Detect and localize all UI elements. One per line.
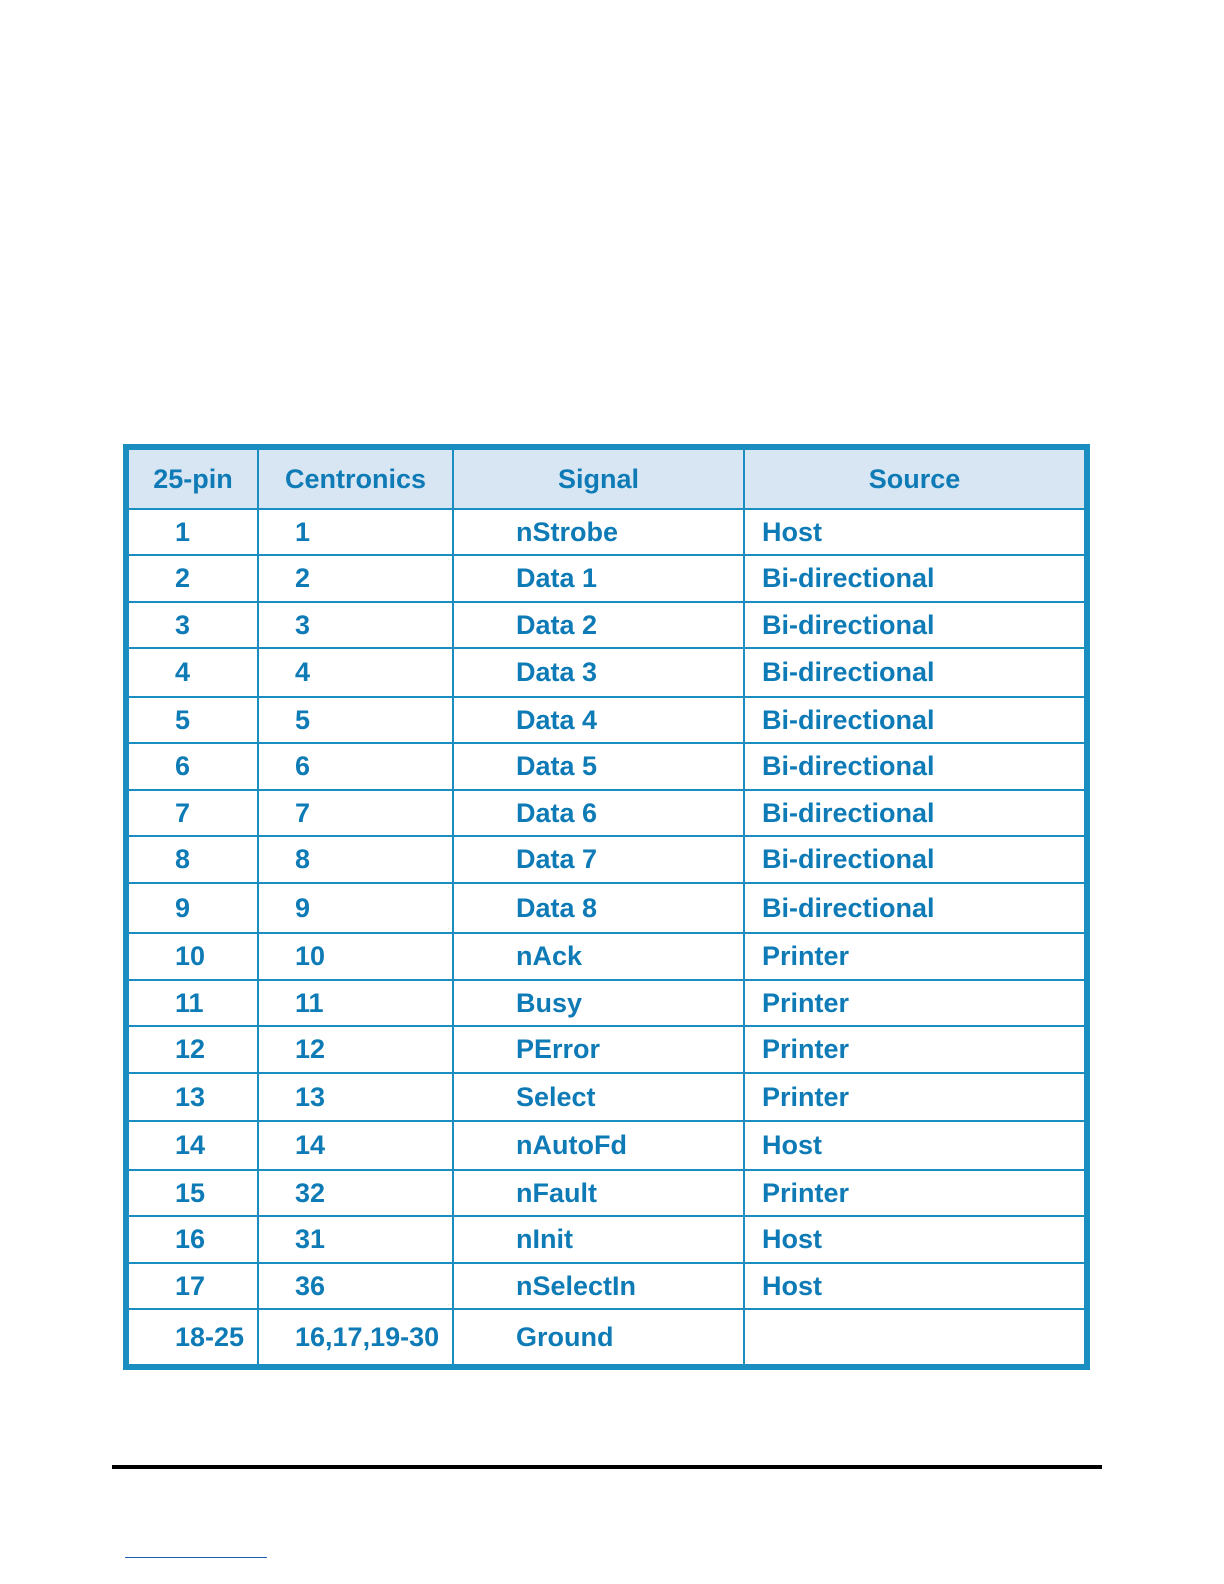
signal-cell: Data 2 [453,602,744,648]
signal-cell: PError [453,1026,744,1072]
signal-cell: Data 4 [453,697,744,743]
pin-25-cell: 5 [129,697,258,743]
source-cell: Host [744,509,1084,555]
source-cell: Printer [744,1026,1084,1072]
centronics-pin-cell: 32 [258,1170,453,1216]
pin-25-cell: 10 [129,933,258,979]
table-body [129,509,1084,1364]
source-cell: Printer [744,933,1084,979]
page-divider [112,1465,1102,1469]
pin-25-cell: 6 [129,743,258,789]
centronics-pin-cell: 4 [258,648,453,697]
centronics-pin-cell: 5 [258,697,453,743]
source-cell: Bi-directional [744,555,1084,601]
table-row [129,1026,1084,1072]
source-cell: Bi-directional [744,697,1084,743]
signal-cell: nSelectIn [453,1263,744,1309]
header-signal: Signal [453,450,744,509]
table-row [129,933,1084,979]
source-cell: Printer [744,1170,1084,1216]
source-cell: Bi-directional [744,883,1084,934]
signal-cell: Data 6 [453,790,744,836]
pin-25-cell: 18-25 [129,1309,258,1364]
table-row [129,697,1084,743]
pin-25-cell: 9 [129,883,258,934]
source-cell: Bi-directional [744,743,1084,789]
centronics-pin-cell: 9 [258,883,453,934]
centronics-pin-cell: 12 [258,1026,453,1072]
pin-25-cell: 16 [129,1216,258,1262]
pin-25-cell: 7 [129,790,258,836]
signal-cell: Select [453,1073,744,1122]
centronics-pin-cell: 2 [258,555,453,601]
table-row [129,1073,1084,1122]
source-cell: Bi-directional [744,602,1084,648]
pin-25-cell: 13 [129,1073,258,1122]
centronics-pin-cell: 3 [258,602,453,648]
pin-25-cell: 11 [129,980,258,1026]
signal-cell: nStrobe [453,509,744,555]
centronics-pin-cell: 8 [258,836,453,882]
signal-cell: nInit [453,1216,744,1262]
header-source: Source [744,450,1084,509]
table-header-row [129,450,1084,509]
signal-cell: nAck [453,933,744,979]
pin-25-cell: 14 [129,1121,258,1170]
table-row [129,790,1084,836]
table-row [129,743,1084,789]
centronics-pin-cell: 1 [258,509,453,555]
source-cell: Host [744,1216,1084,1262]
signal-cell: Busy [453,980,744,1026]
table-row [129,1216,1084,1262]
table-row [129,1121,1084,1170]
centronics-pin-cell: 14 [258,1121,453,1170]
pin-25-cell: 1 [129,509,258,555]
pin-25-cell: 15 [129,1170,258,1216]
signal-cell: Data 8 [453,883,744,934]
source-cell [744,1309,1084,1364]
centronics-pin-cell: 36 [258,1263,453,1309]
pin-25-cell: 8 [129,836,258,882]
signal-cell: Ground [453,1309,744,1364]
pin-25-cell: 17 [129,1263,258,1309]
table-row [129,1263,1084,1309]
table-row [129,602,1084,648]
centronics-pin-cell: 16,17,19-30 [258,1309,453,1364]
pinout-table-frame [123,444,1090,1370]
centronics-pin-cell: 11 [258,980,453,1026]
pin-25-cell: 12 [129,1026,258,1072]
signal-cell: Data 5 [453,743,744,789]
pin-25-cell: 3 [129,602,258,648]
centronics-pin-cell: 13 [258,1073,453,1122]
pin-25-cell: 2 [129,555,258,601]
table-row [129,1309,1084,1364]
source-cell: Host [744,1263,1084,1309]
signal-cell: Data 1 [453,555,744,601]
centronics-pin-cell: 31 [258,1216,453,1262]
pin-25-cell: 4 [129,648,258,697]
centronics-pin-cell: 7 [258,790,453,836]
signal-cell: nAutoFd [453,1121,744,1170]
table-row [129,1170,1084,1216]
table-row [129,509,1084,555]
table-row [129,836,1084,882]
source-cell: Bi-directional [744,836,1084,882]
centronics-pin-cell: 10 [258,933,453,979]
pinout-table [129,450,1084,1364]
centronics-pin-cell: 6 [258,743,453,789]
signal-cell: Data 7 [453,836,744,882]
header-25-pin: 25-pin [129,450,258,509]
signal-cell: nFault [453,1170,744,1216]
footnote-separator [125,1557,267,1558]
table-row [129,555,1084,601]
table-row [129,648,1084,697]
table-row [129,883,1084,934]
source-cell: Printer [744,1073,1084,1122]
source-cell: Host [744,1121,1084,1170]
source-cell: Bi-directional [744,790,1084,836]
table-row [129,980,1084,1026]
source-cell: Printer [744,980,1084,1026]
header-centronics: Centronics [258,450,453,509]
source-cell: Bi-directional [744,648,1084,697]
signal-cell: Data 3 [453,648,744,697]
